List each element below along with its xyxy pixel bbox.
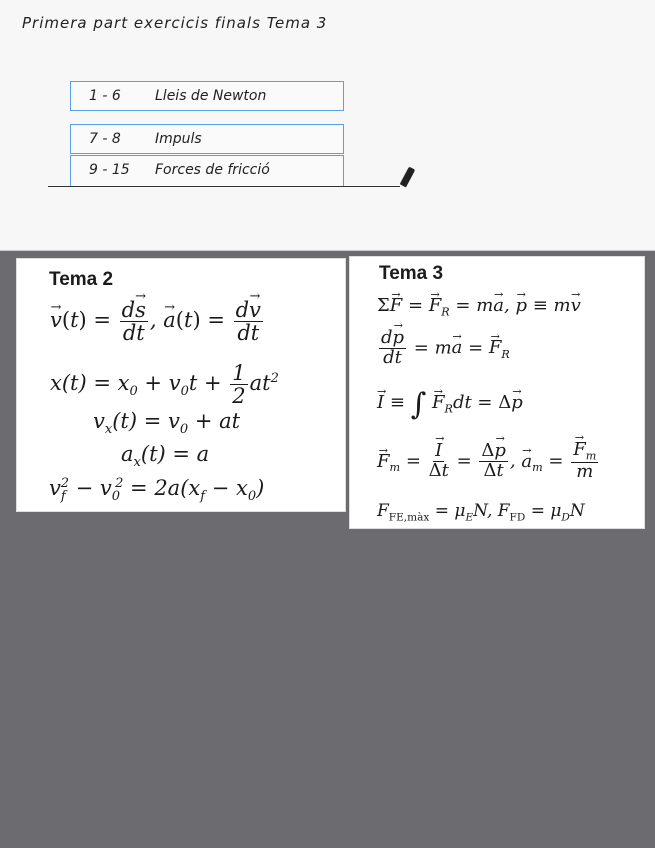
tema2-card bbox=[17, 259, 345, 511]
row-topic: Lleis de Newton bbox=[155, 88, 267, 104]
table-row bbox=[70, 155, 344, 187]
row-range: 7 - 8 bbox=[89, 131, 121, 147]
eq-momentum-derivative: $\frac{d\to p}{dt}$ = m→ a = → $F_R$ bbox=[377, 329, 510, 368]
handwritten-note bbox=[0, 0, 655, 251]
eq-position: $x(t) = x_0 + v_0t$ + $\frac{1}{2}$ $at^2$ bbox=[50, 361, 279, 409]
eq-torricelli: $v_f^2 - v_0^2 = 2a(x_f - x_0)$ bbox=[49, 476, 265, 505]
tema3-heading: Tema 3 bbox=[379, 263, 444, 284]
row-topic: Forces de fricció bbox=[155, 162, 270, 178]
pen-icon bbox=[400, 167, 416, 188]
eq-acceleration: $a_x(t) = a$ bbox=[121, 442, 210, 471]
baseline bbox=[48, 186, 400, 187]
row-topic: Impuls bbox=[155, 131, 202, 147]
eq-mean-force: → $F_m$ = → $\frac{I}{\Delta t}$ = $\frac{\Delta\to p}{\Delta t}$ , → $a_m$ = → $\frac{F_m}{m}$ bbox=[377, 441, 600, 482]
table-row bbox=[70, 124, 344, 154]
table-row bbox=[70, 81, 344, 111]
tema3-card bbox=[350, 257, 644, 528]
row-range: 9 - 15 bbox=[89, 162, 130, 178]
row-range: 1 - 6 bbox=[89, 88, 121, 104]
eq-impulse: → I ≡ ∫ → $F_Rdt = \Delta\to p$ bbox=[377, 387, 523, 422]
eq-velocity: $v_x(t) = v_0$ + at bbox=[93, 409, 241, 438]
eq-velocity-acceleration: → v(t) = $\frac{d\to s}{dt}$ , → a(t) = $\frac{d\to v}{dt}$ bbox=[50, 299, 265, 344]
note-title: Primera part exercicis finals Tema 3 bbox=[22, 14, 328, 32]
eq-newton-momentum: Σ→ F = → $F_R = m\to a$, → p ≡ m→ v bbox=[377, 295, 581, 319]
eq-friction: $F_{FE,màx} = \mu_EN$, $F_{FD} = \mu_DN$ bbox=[377, 501, 585, 524]
tema2-heading: Tema 2 bbox=[49, 269, 114, 290]
